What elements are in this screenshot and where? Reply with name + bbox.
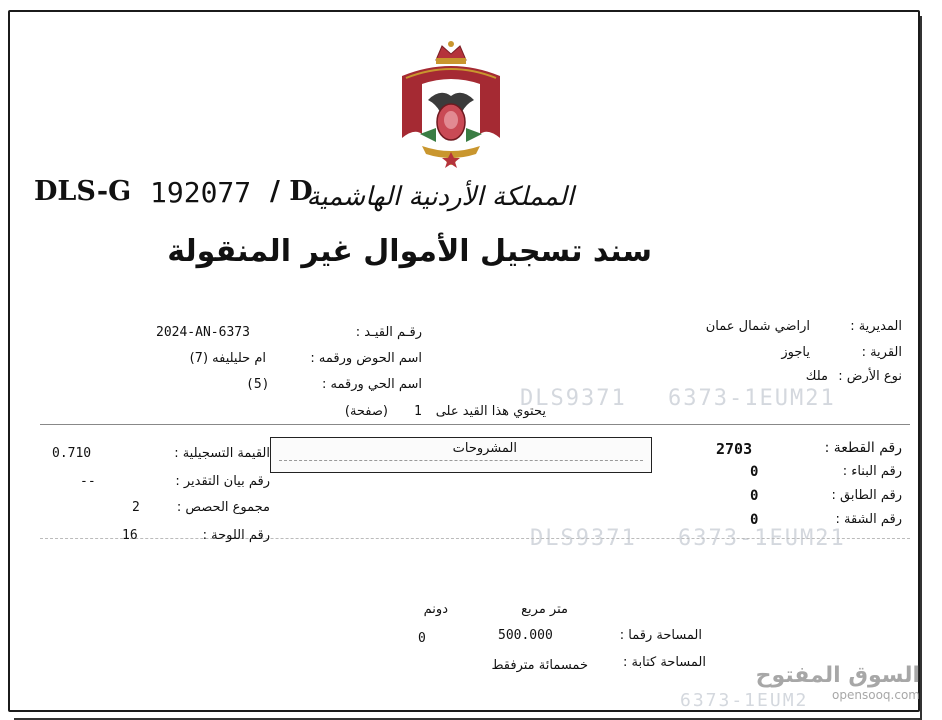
ghost-text-1a: DLS9371: [520, 386, 627, 411]
improvements-box: [270, 437, 652, 473]
doc-suffix: / D: [270, 176, 313, 207]
basin-label: اسم الحوض ورقمه :: [310, 351, 422, 366]
ghost-text-1b: 6373-1EUM21: [668, 386, 836, 411]
value-label: القيمة التسجيلية :: [174, 446, 270, 461]
district-value: (5): [246, 377, 270, 392]
floor-value: 0: [750, 488, 759, 504]
village-value: ياجوز: [781, 345, 810, 360]
record-no-label: رقـم القيـد :: [355, 325, 422, 340]
building-value: 0: [750, 464, 759, 480]
estimate-label: رقم بيان التقدير :: [175, 474, 270, 489]
opensooq-watermark: [756, 663, 920, 702]
ghost-text-2b: 6373-1EUM21: [678, 526, 846, 551]
area-dunum-value: 0: [418, 631, 426, 646]
section-divider-2: [40, 538, 910, 539]
floor-label: رقم الطابق :: [831, 488, 902, 503]
coat-of-arms-emblem: [392, 38, 510, 170]
directorate-value: اراضي شمال عمان: [705, 319, 810, 334]
doc-number: 192077: [150, 176, 252, 209]
watermark-latin: opensooq.com: [832, 688, 920, 702]
pages-value: 1: [414, 404, 422, 419]
pages-label: (صفحة): [344, 404, 388, 419]
directorate-label: المديرية :: [850, 319, 902, 334]
sqm-header: متر مربع: [521, 602, 568, 617]
district-label: اسم الحي ورقمه :: [322, 377, 422, 392]
doc-code: DLS-G: [34, 176, 132, 207]
shares-label: مجموع الحصص :: [176, 500, 270, 515]
area-written-label: المساحة كتابة :: [623, 655, 706, 670]
apartment-value: 0: [750, 512, 759, 528]
building-label: رقم البناء :: [842, 464, 902, 479]
land-type-value: ملك: [805, 369, 828, 384]
board-value: 16: [122, 528, 138, 543]
contains-text: يحتوي هذا القيد على: [435, 404, 546, 419]
plot-no-value: 2703: [716, 440, 753, 458]
value-value: 0.710: [52, 446, 92, 461]
ghost-text-3: 6373-1EUM2: [680, 690, 809, 711]
apartment-label: رقم الشقة :: [835, 512, 902, 527]
estimate-value: --: [80, 474, 96, 489]
area-written-value: خمسمائة مترفقط: [491, 658, 588, 673]
shares-value: 2: [132, 500, 140, 515]
record-no-value: 2024-AN-6373: [156, 325, 250, 340]
area-sqm-value: 500.000: [498, 628, 553, 643]
watermark-arabic: السوق المفتوح: [755, 663, 920, 688]
plot-no-label: رقم القطعة :: [824, 440, 902, 456]
kingdom-title: المملكة الأردنية الهاشمية: [306, 182, 574, 212]
dunum-header: دونم: [423, 602, 448, 617]
land-type-label: نوع الأرض :: [838, 369, 902, 384]
ghost-text-2a: DLS9371: [530, 526, 637, 551]
section-divider: [40, 424, 910, 425]
board-label: رقم اللوحة :: [202, 528, 270, 543]
page-title: سند تسجيل الأموال غير المنقولة: [167, 234, 652, 269]
village-label: القرية :: [861, 345, 902, 360]
area-numeric-label: المساحة رقما :: [619, 628, 702, 643]
improvements-label: المشروحات: [452, 441, 517, 456]
improvements-dots: [279, 460, 643, 461]
basin-value: ام حليليفه (7): [189, 351, 266, 366]
